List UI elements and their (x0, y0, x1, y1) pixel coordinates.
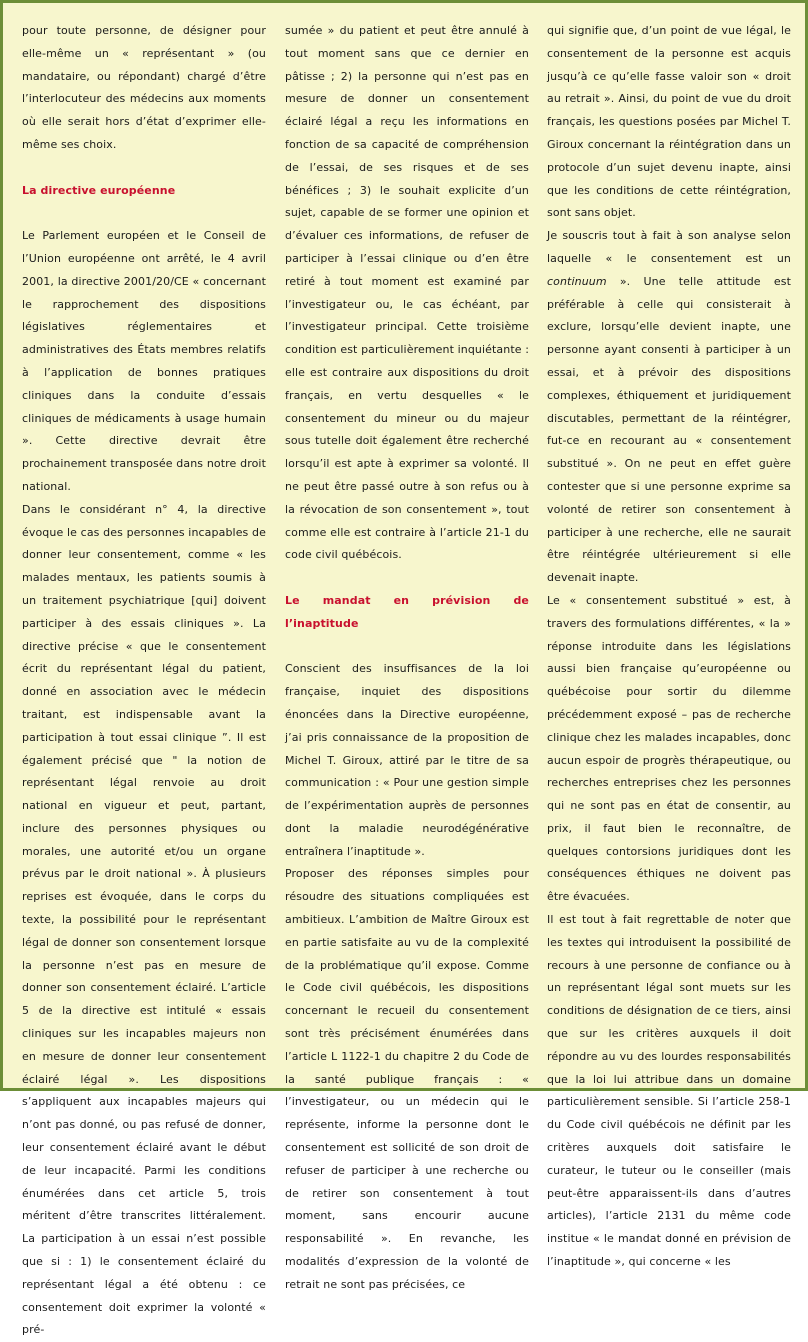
paragraph: Dans le considérant n° 4, la directive évoque le cas des personnes incapables de donner leur consentement, comme « les malades mentaux, les patients soumis à un traitement psychiatrique [qui] doivent participer à des essais cliniques ». La directive précise « que le consentement écrit du représentant légal du patient, donné en association avec le médecin traitant, est indispensable avant la participation à tout essai clinique ”. Il est également précisé que " la notion de représentant légal renvoie au droit national en vigueur et peut, partant, inclure des personnes physiques ou morales, une autorité et/ou un organe prévus par le droit national ». À plusieurs reprises est évoquée, dans le corps du texte, la possibilité pour le représentant légal de donner son consentement lorsque la personne n’est pas en mesure de donner son consentement éclairé. L’article 5 de la directive est intitulé « essais cliniques sur les incapables majeurs non en mesure de donner leur consentement éclairé légal ». Les dispositions s’appliquent aux incapables majeurs qui n’ont pas donné, ou pas refusé de donner, leur consentement éclairé avant le début de leur incapacité. Parmi les conditions énumérées dans cet article 5, trois méritent d’être transcrites littéralement. La participation à un essai n’est possible que si : 1) le consentement éclairé du représentant légal a été obtenu : ce consentement doit exprimer la volonté « pré- (22, 502, 266, 1337)
section-heading-mandat: Le mandat en prévision de l’inaptitude (285, 593, 529, 630)
text-column-1 (22, 20, 266, 1342)
paragraph: Le « consentement substitué » est, à travers des formulations différentes, « la » réponse introduite dans les législations aussi bien française qu’européenne ou québécoise pour sortir du dilemme précédemment exposé – pas de recherche clinique chez les malades incapables, donc aucun espoir de progrès thérapeutique, ou recherches entreprises chez les personnes qui ne sont pas en état de consentir, au prix, il faut bien le reconnaître, de quelques contorsions juridiques dont les conséquences éthiques ne doivent pas être évacuées. (547, 593, 791, 904)
paragraph: Le Parlement européen et le Conseil de l’Union européenne ont arrêté, le 4 avril 2001, la directive 2001/20/CE « concernant le rapprochement des dispositions législatives réglementaires et administratives des États membres relatifs à l’application de bonnes pratiques cliniques dans la conduite d’essais cliniques de médicaments à usage humain ». Cette directive devrait être prochainement transposée dans notre droit national. (22, 229, 266, 493)
paragraph: Il est tout à fait regrettable de noter que les textes qui introduisent la possibilité de recours à une personne de confiance ou à un représentant légal sont muets sur les conditions de désignation de ce tiers, ainsi que sur les critères auxquels il doit répondre au vu des lourdes responsabilités que la loi lui attribue dans un domaine particulièrement sensible. Si l’article 258-1 du Code civil québécois ne définit par les critères auxquels doit satisfaire le curateur, le tuteur ou le conseiller (mais peut-être apparaissent-ils dans d’autres articles), l’article 2131 du même code institue « le mandat donné en prévision de l’inaptitude », qui concerne « les (547, 913, 791, 1269)
paragraph: pour toute personne, de désigner pour elle-même un « représentant » (ou mandataire, ou répondant) chargé d’être l’interlocuteur des médecins aux moments où elle serait hors d’état d’exprimer elle-même ses choix. (22, 24, 266, 151)
text-column-2 (285, 20, 529, 1297)
section-heading-directive: La directive européenne (22, 183, 176, 197)
paragraph: Proposer des réponses simples pour résoudre des situations compliquées est ambitieux. L’ambition de Maître Giroux est en partie satisfaite au vu de la complexité de la problématique qu’il expose. Comme le Code civil québécois, les dispositions concernant le recueil du consentement sont très précisément énumérées dans l’article L 1122-1 du chapitre 2 du Code de la santé publique français : « l’investigateur, ou un médecin qui le représente, informe la personne dont le consentement est sollicité de son droit de refuser de participer à une recherche ou de retirer son consentement à tout moment, sans encourir aucune responsabilité ». En revanche, les modalités d’expression de la volonté de retrait ne sont pas précisées, ce (285, 867, 529, 1291)
paragraph: Conscient des insuffisances de la loi française, inquiet des dispositions énoncées dans la Directive européenne, j’ai pris connaissance de la proposition de Michel T. Giroux, attiré par le titre de sa communication : « Pour une gestion simple de l’expérimentation auprès de personnes dont la maladie neurodégénérative entraînera l’inaptitude ». (285, 662, 529, 858)
paragraph (547, 225, 791, 590)
text-column-3 (547, 20, 791, 1274)
paragraph: sumée » du patient et peut être annulé à tout moment sans que ce dernier en pâtisse ; 2) la personne qui n’est pas en mesure de donner un consentement éclairé légal a reçu les informations en fonction de sa capacité de compréhension de l’essai, de ses risques et de ses bénéfices ; 3) le souhait explicite d’un sujet, capable de se former une opinion et d’évaluer ces informations, de refuser de participer à l’essai clinique ou d’en être retiré à tout moment est examiné par l’investigateur ou, le cas échéant, par l’investigateur principal. Cette troisième condition est particulièrement inquiétante : elle est contraire aux dispositions du droit français, en vertu desquelles « le consentement du mineur ou du majeur sous tutelle doit également être recherché lorsqu’il est apte à exprimer sa volonté. Il ne peut être passé outre à son refus ou à la révocation de son consentement », tout comme elle est contraire à l’article 21-1 du code civil québécois. (285, 24, 530, 562)
emphasis-continuum: continuum (547, 274, 607, 288)
text-run: Je souscris tout à fait à son analyse selon laquelle « le consentement est un (547, 229, 791, 265)
paragraph: qui signifie que, d’un point de vue légal, le consentement de la personne est acquis jusqu’à ce qu’elle fasse valoir son « droit au retrait ». Ainsi, du point de vue du droit français, les questions posées par Michel T. Giroux concernant la réintégration dans un protocole d’un sujet devenu inapte, ainsi que les conditions de cette réintégration, sont sans objet. (547, 24, 791, 220)
text-run: ». Une telle attitude est préférable à celle qui consisterait à exclure, lorsqu’elle devient inapte, une personne ayant consenti à participer à un essai, et à prévoir des dispositions complexes, éthiquement et juridiquement discutables, permettant de la réintégrer, fut-ce en recourant au « consentement substitué ». On ne peut en effet guère contester que si une personne exprime sa volonté de retirer son consentement à participer à une recherche, elle ne saurait être réintégrée ultérieurement si elle devenait inapte. (547, 274, 791, 585)
